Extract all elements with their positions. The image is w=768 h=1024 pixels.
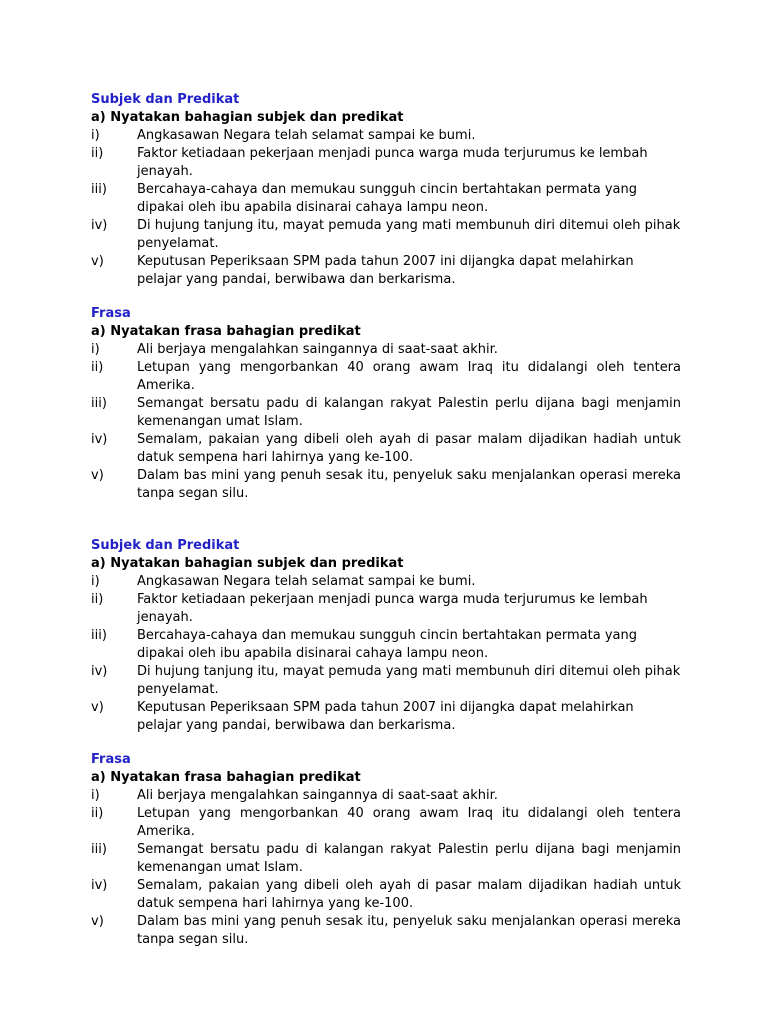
list-item: [91, 253, 681, 289]
item-number: ii): [91, 806, 104, 821]
item-text: Letupan yang mengorbankan 40 orang awam Iraq itu didalangi oleh tentera Amerika.: [137, 806, 681, 839]
list-item: [91, 787, 681, 805]
item-number: i): [91, 788, 100, 803]
list-item: [91, 341, 681, 359]
list-item: [91, 395, 681, 431]
item-number: i): [91, 342, 100, 357]
section-frasa: [91, 751, 681, 949]
item-number: v): [91, 254, 104, 269]
item-text: Di hujung tanjung itu, mayat pemuda yang mati membunuh diri ditemui oleh pihak penyelamat.: [137, 664, 681, 697]
item-number: i): [91, 128, 100, 143]
section-title: Frasa: [91, 306, 131, 321]
item-text: Semalam, pakaian yang dibeli oleh ayah di pasar malam dijadikan hadiah untuk datuk sempena hari lahirnya yang ke-100.: [137, 432, 681, 465]
item-number: i): [91, 574, 100, 589]
item-number: v): [91, 700, 104, 715]
item-text: Bercahaya-cahaya dan memukau sungguh cincin bertahtakan permata yang dipakai oleh ibu apabila disinarai cahaya lampu neon.: [137, 628, 637, 661]
list-item: [91, 663, 681, 699]
question-heading: a) Nyatakan bahagian subjek dan predikat: [91, 556, 404, 571]
list-item: [91, 805, 681, 841]
list-item: [91, 913, 681, 949]
item-text: Semangat bersatu padu di kalangan rakyat Palestin perlu dijana bagi menjamin kemenangan umat Islam.: [137, 396, 681, 429]
item-text: Semalam, pakaian yang dibeli oleh ayah di pasar malam dijadikan hadiah untuk datuk sempena hari lahirnya yang ke-100.: [137, 878, 681, 911]
list-item: [91, 467, 681, 503]
item-text: Letupan yang mengorbankan 40 orang awam Iraq itu didalangi oleh tentera Amerika.: [137, 360, 681, 393]
item-number: ii): [91, 360, 104, 375]
item-number: iii): [91, 396, 107, 411]
item-text: Bercahaya-cahaya dan memukau sungguh cincin bertahtakan permata yang dipakai oleh ibu apabila disinarai cahaya lampu neon.: [137, 182, 637, 215]
list-item: [91, 627, 681, 663]
item-text: Dalam bas mini yang penuh sesak itu, penyeluk saku menjalankan operasi mereka tanpa segan silu.: [137, 914, 681, 947]
list-item: [91, 877, 681, 913]
list-item: [91, 127, 681, 145]
question-heading: a) Nyatakan bahagian subjek dan predikat: [91, 110, 404, 125]
item-text: Di hujung tanjung itu, mayat pemuda yang mati membunuh diri ditemui oleh pihak penyelamat.: [137, 218, 681, 251]
list-item: [91, 699, 681, 735]
list-item: [91, 431, 681, 467]
section-title: Subjek dan Predikat: [91, 538, 240, 553]
item-text: Dalam bas mini yang penuh sesak itu, penyeluk saku menjalankan operasi mereka tanpa segan silu.: [137, 468, 681, 501]
item-text: Faktor ketiadaan pekerjaan menjadi punca warga muda terjurumus ke lembah jenayah.: [137, 592, 648, 625]
item-number: iv): [91, 664, 108, 679]
section-subjek-predikat: [91, 91, 681, 289]
item-text: Ali berjaya mengalahkan saingannya di saat-saat akhir.: [137, 788, 498, 803]
list-item: [91, 217, 681, 253]
list-item: [91, 591, 681, 627]
item-text: Angkasawan Negara telah selamat sampai ke bumi.: [137, 128, 476, 143]
item-number: v): [91, 468, 104, 483]
item-text: Semangat bersatu padu di kalangan rakyat Palestin perlu dijana bagi menjamin kemenangan umat Islam.: [137, 842, 681, 875]
list-item: [91, 181, 681, 217]
list-item: [91, 841, 681, 877]
item-number: ii): [91, 592, 104, 607]
list-item: [91, 359, 681, 395]
list-item: [91, 573, 681, 591]
section-title: Frasa: [91, 752, 131, 767]
question-heading: a) Nyatakan frasa bahagian predikat: [91, 324, 361, 339]
item-number: ii): [91, 146, 104, 161]
item-text: Keputusan Peperiksaan SPM pada tahun 2007 ini dijangka dapat melahirkan pelajar yang pandai, berwibawa dan berkarisma.: [137, 254, 634, 287]
section-frasa: [91, 305, 681, 503]
item-number: iii): [91, 182, 107, 197]
item-text: Ali berjaya mengalahkan saingannya di saat-saat akhir.: [137, 342, 498, 357]
question-heading: a) Nyatakan frasa bahagian predikat: [91, 770, 361, 785]
item-number: iv): [91, 878, 108, 893]
item-text: Faktor ketiadaan pekerjaan menjadi punca warga muda terjurumus ke lembah jenayah.: [137, 146, 648, 179]
list-item: [91, 145, 681, 181]
item-number: iv): [91, 218, 108, 233]
section-title: Subjek dan Predikat: [91, 92, 240, 107]
item-number: iii): [91, 842, 107, 857]
document-page: [91, 91, 681, 949]
item-number: iv): [91, 432, 108, 447]
item-text: Keputusan Peperiksaan SPM pada tahun 2007 ini dijangka dapat melahirkan pelajar yang pandai, berwibawa dan berkarisma.: [137, 700, 634, 733]
section-subjek-predikat: [91, 537, 681, 735]
item-text: Angkasawan Negara telah selamat sampai ke bumi.: [137, 574, 476, 589]
item-number: iii): [91, 628, 107, 643]
item-number: v): [91, 914, 104, 929]
